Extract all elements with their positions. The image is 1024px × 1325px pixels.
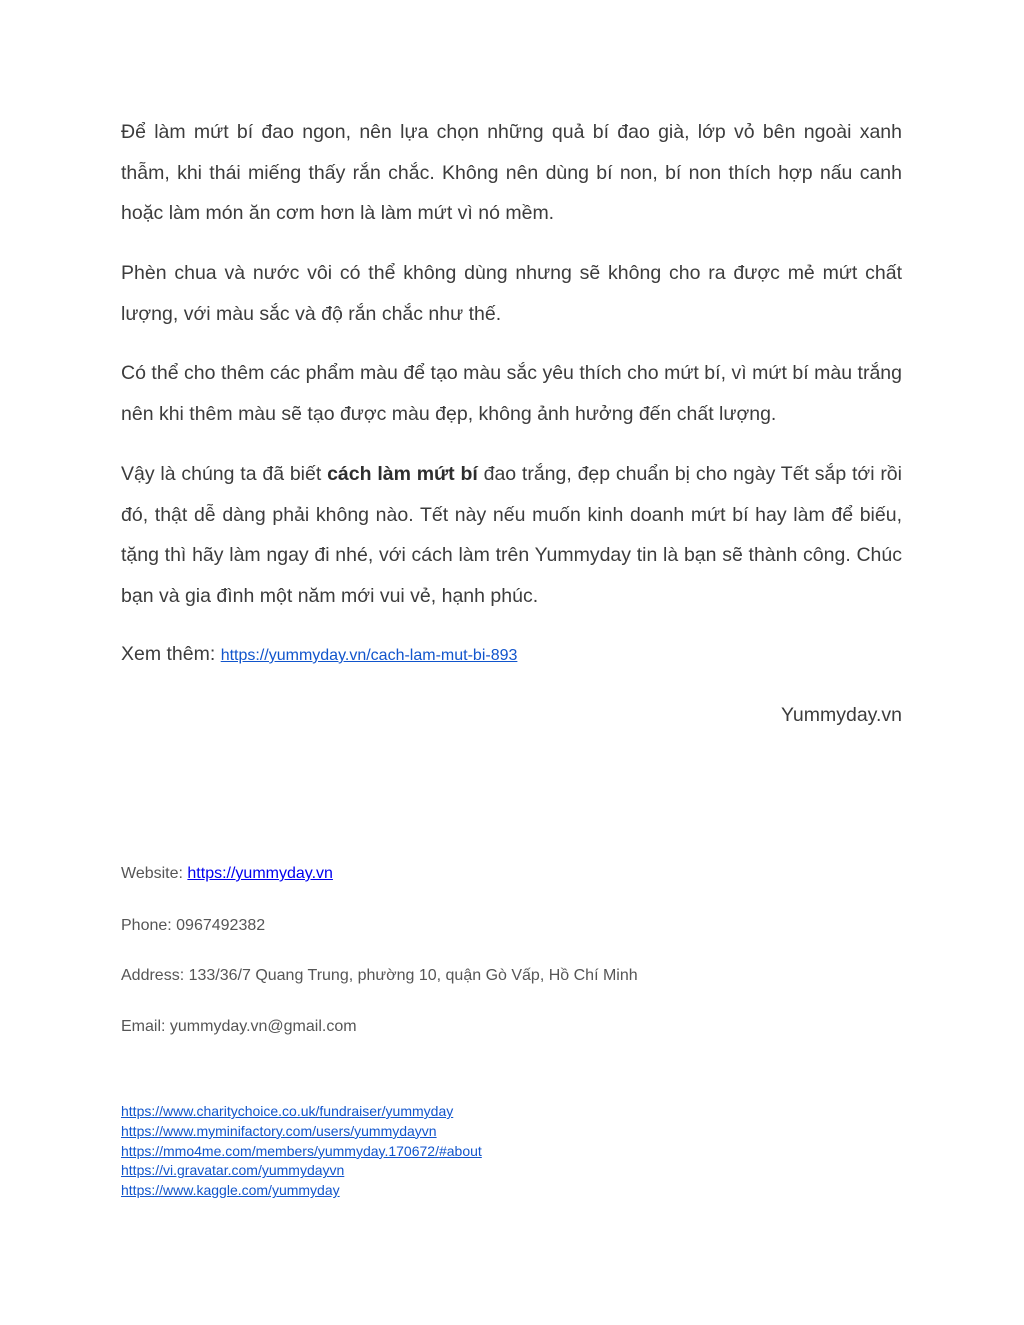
paragraph-food-coloring: Có thể cho thêm các phẩm màu để tạo màu sắc yêu thích cho mứt bí, vì mứt bí màu trắng nên khi thêm màu sẽ tạo được màu đẹp, không ảnh hưởng đến chất lượng. bbox=[121, 362, 902, 425]
website-link[interactable]: https://yummyday.vn bbox=[187, 865, 333, 882]
paragraph-conclusion bbox=[121, 454, 902, 616]
paragraph-choose-squash: Để làm mứt bí đao ngon, nên lựa chọn những quả bí đao già, lớp vỏ bên ngoài xanh thẫm, khi thái miếng thấy rắn chắc. Không nên dùng bí non, bí non thích hợp nấu canh hoặc làm món ăn cơm hơn là làm mứt vì nó mềm. bbox=[121, 121, 902, 224]
external-link-kaggle[interactable]: https://www.kaggle.com/yummyday bbox=[121, 1182, 340, 1199]
email-link[interactable]: yummyday.vn@gmail.com bbox=[169, 1018, 357, 1035]
paragraph-alum-lime: Phèn chua và nước vôi có thể không dùng nhưng sẽ không cho ra được mẻ mứt chất lượng, với màu sắc và độ rắn chắc như thế. bbox=[121, 262, 902, 325]
external-link-myminifactory[interactable]: https://www.myminifactory.com/users/yummydayvn bbox=[121, 1122, 437, 1139]
see-more-link[interactable]: https://yummyday.vn/cach-lam-mut-bi-893 bbox=[220, 647, 518, 664]
see-more-line bbox=[121, 643, 517, 666]
footer-address: Address: 133/36/7 Quang Trung, phường 10, quận Gò Vấp, Hồ Chí Minh bbox=[121, 967, 638, 984]
footer-website bbox=[121, 865, 333, 883]
footer-email bbox=[121, 1018, 357, 1036]
see-more-label: Xem thêm: bbox=[121, 643, 221, 665]
external-link-mmo4me[interactable]: https://mmo4me.com/members/yummyday.170672/#about bbox=[121, 1142, 482, 1159]
signature: Yummyday.vn bbox=[780, 704, 902, 726]
conclusion-text-start: Vậy là chúng ta đã biết bbox=[121, 463, 328, 485]
external-links-list bbox=[121, 1102, 482, 1201]
external-link-gravatar[interactable]: https://vi.gravatar.com/yummydayvn bbox=[121, 1162, 345, 1179]
conclusion-bold-keyword: cách làm mứt bí bbox=[327, 463, 478, 485]
email-label: Email: bbox=[121, 1018, 170, 1035]
footer-phone: Phone: 0967492382 bbox=[121, 917, 266, 934]
conclusion-text-end: đao trắng, đẹp chuẩn bị cho ngày Tết sắp tới rồi đó, thật dễ dàng phải không nào. Tết này nếu muốn kinh doanh mứt bí hay làm để biếu, tặng thì hãy làm ngay đi nhé, với cách làm trên Yummyday tin là bạn sẽ thành công. Chúc bạn và gia đình một năm mới vui vẻ, hạnh phúc. bbox=[121, 463, 902, 607]
external-link-charitychoice[interactable]: https://www.charitychoice.co.uk/fundraiser/yummyday bbox=[121, 1103, 454, 1119]
website-label: Website: bbox=[121, 865, 188, 882]
